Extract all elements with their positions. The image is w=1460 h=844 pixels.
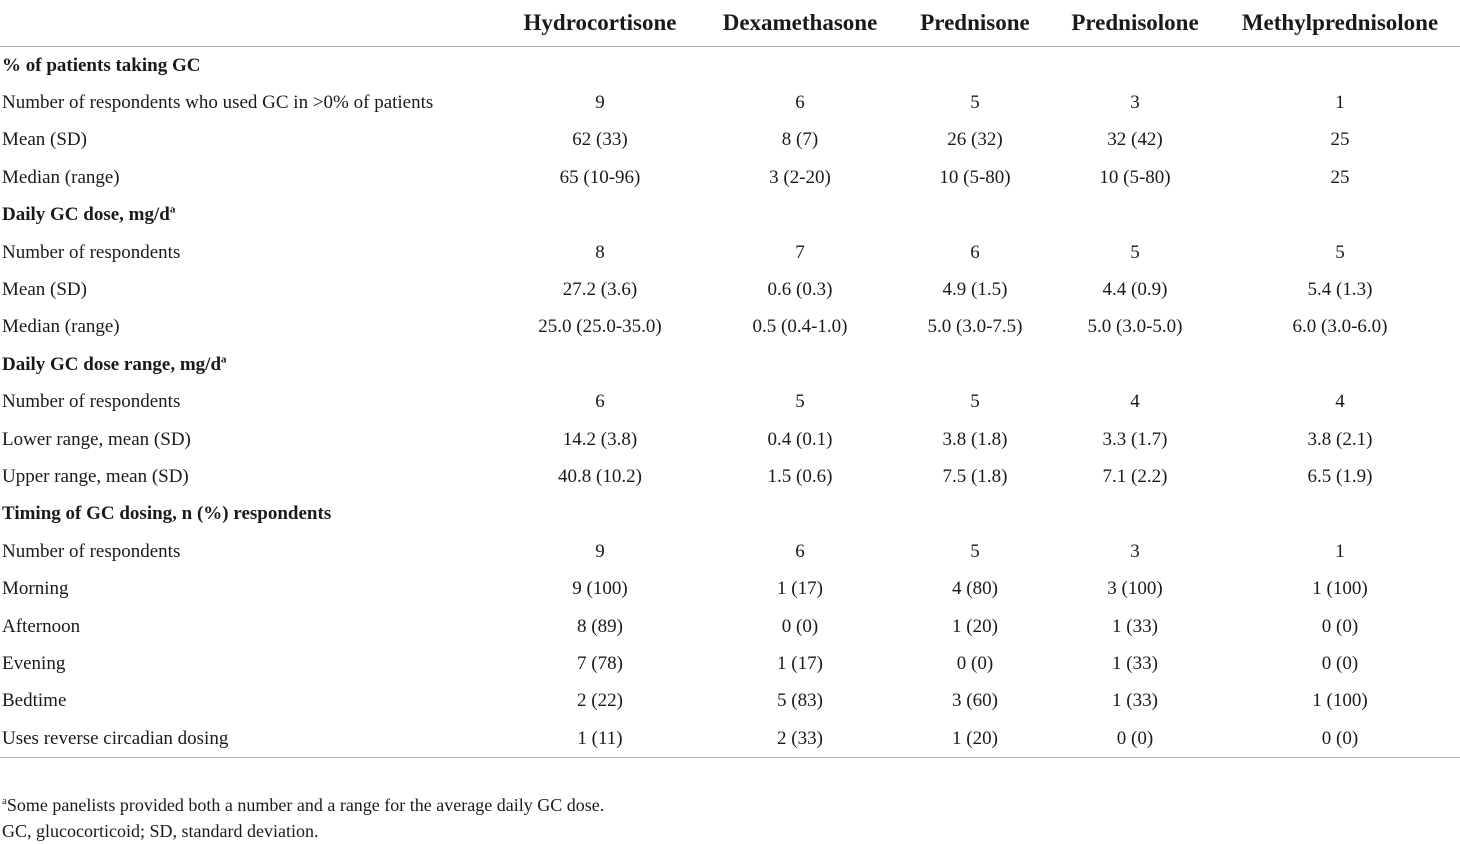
table-cell: 0 (0) [1050, 720, 1220, 758]
table-cell: 3.3 (1.7) [1102, 428, 1168, 450]
table-cell: 6 [795, 540, 805, 562]
table-cell: 1 (100) [1312, 578, 1368, 600]
table-row [0, 421, 1460, 458]
row-label: Median (range) [2, 166, 120, 188]
row-label: Median (range) [2, 316, 120, 338]
table-cell: 9 (100) [572, 578, 628, 600]
table-cell: 4.9 (1.5) [942, 279, 1008, 301]
table-cell: 3.8 (1.8) [942, 428, 1008, 450]
table-cell: 4 [1335, 391, 1345, 413]
table-cell: 26 (32) [947, 129, 1003, 151]
table-cell: 3 [1130, 92, 1140, 114]
table-cell: 0.4 (0.1) [767, 428, 833, 450]
table-cell: 65 (10-96) [559, 166, 641, 188]
table-cell: 4 [1130, 391, 1140, 413]
table-cell: 5 [1130, 241, 1140, 263]
row-label: Uses reverse circadian dosing [0, 720, 500, 758]
table-row [0, 683, 1460, 720]
table-body [0, 47, 1460, 758]
table-cell: 6 [595, 391, 605, 413]
table-cell: 1 [1335, 540, 1345, 562]
table-cell: 1 (20) [900, 720, 1050, 758]
table-cell: 1 [1335, 92, 1345, 114]
table-row [0, 84, 1460, 121]
section-title [0, 47, 1460, 85]
section-title [0, 346, 1460, 383]
section-title-text: Timing of GC dosing, n (%) respondents [2, 503, 332, 525]
table-cell: 7.1 (2.2) [1102, 465, 1168, 487]
table-cell: 8 (7) [781, 129, 819, 151]
table-row [0, 720, 1460, 758]
table-cell: 5 [970, 391, 980, 413]
row-label: Upper range, mean (SD) [2, 465, 189, 487]
section-header-row [0, 197, 1460, 234]
table-cell: 1 (33) [1112, 615, 1158, 637]
table-cell: 5 (83) [777, 690, 823, 712]
table-cell: 3 [1130, 540, 1140, 562]
table-row [0, 122, 1460, 159]
table-cell: 27.2 (3.6) [562, 279, 638, 301]
table-cell: 25 [1330, 129, 1350, 151]
table-cell: 3.8 (2.1) [1307, 428, 1373, 450]
table-cell: 7.5 (1.8) [942, 465, 1008, 487]
section-header-row [0, 496, 1460, 533]
table-cell: 1 (11) [500, 720, 700, 758]
table-cell: 0.6 (0.3) [767, 279, 833, 301]
table-cell: 10 (5-80) [939, 166, 1011, 188]
table-row [0, 384, 1460, 421]
table-cell: 1 (17) [777, 578, 823, 600]
row-label: Mean (SD) [2, 279, 87, 301]
table-cell: 10 (5-80) [1099, 166, 1171, 188]
section-title-text: % of patients taking GC [2, 54, 201, 76]
section-title [0, 496, 1460, 533]
table-cell: 5.0 (3.0-7.5) [927, 316, 1023, 338]
table-cell: 0 (0) [956, 652, 994, 674]
table-cell: 1 (33) [1112, 652, 1158, 674]
table-cell: 5.4 (1.3) [1307, 279, 1373, 301]
table-row [0, 533, 1460, 570]
section-title [0, 197, 1460, 234]
table-cell: 5 [970, 92, 980, 114]
footnote-marker: a [221, 353, 227, 366]
table-cell: 5 [970, 540, 980, 562]
table-cell: 4.4 (0.9) [1102, 279, 1168, 301]
table-cell: 0.5 (0.4-1.0) [752, 316, 848, 338]
table-row [0, 570, 1460, 607]
footnote-a-text: Some panelists provided both a number and a range for the average daily GC dose. [6, 795, 605, 815]
column-header-methylprednisolone: Methylprednisolone [1220, 0, 1460, 47]
column-header-prednisone: Prednisone [900, 0, 1050, 47]
table-cell: 7 (78) [577, 652, 623, 674]
table-cell: 8 (89) [577, 615, 623, 637]
table-cell: 14.2 (3.8) [562, 428, 638, 450]
row-label: Afternoon [2, 615, 81, 637]
table-footnotes [2, 792, 604, 844]
table-cell: 0 (0) [1220, 720, 1460, 758]
table-cell: 6.5 (1.9) [1307, 465, 1373, 487]
section-title-text: Daily GC dose, mg/d [2, 204, 170, 226]
table-cell: 62 (33) [572, 129, 628, 151]
table-cell: 0 (0) [1321, 652, 1359, 674]
section-title-text: Daily GC dose range, mg/d [2, 353, 222, 375]
table-cell: 1.5 (0.6) [767, 465, 833, 487]
section-header-row [0, 47, 1460, 85]
table-cell: 0 (0) [781, 615, 819, 637]
table-cell: 40.8 (10.2) [558, 465, 642, 487]
table-header-row [0, 0, 1460, 47]
table-row [0, 608, 1460, 645]
table-row [0, 645, 1460, 682]
table-cell: 3 (100) [1107, 578, 1163, 600]
table-cell: 7 [795, 241, 805, 263]
footnote-marker: a [169, 203, 176, 216]
column-header-prednisolone: Prednisolone [1050, 0, 1220, 47]
table-cell: 25.0 (25.0-35.0) [538, 316, 662, 338]
table-cell: 8 [595, 241, 605, 263]
table-cell: 6 [970, 241, 980, 263]
row-label: Number of respondents [2, 540, 181, 562]
section-header-row [0, 346, 1460, 383]
table-cell: 4 (80) [952, 578, 998, 600]
table-cell: 25 [1330, 166, 1350, 188]
table-cell: 2 (22) [577, 690, 623, 712]
table-cell: 9 [595, 92, 605, 114]
row-label: Lower range, mean (SD) [2, 428, 191, 450]
footnote-a-marker: a [2, 795, 7, 807]
row-label: Morning [2, 578, 69, 600]
table-row [0, 234, 1460, 271]
row-label: Mean (SD) [2, 129, 87, 151]
row-label: Number of respondents [2, 391, 181, 413]
row-label: Number of respondents who used GC in >0% of patients [2, 92, 434, 114]
table-cell: 1 (17) [777, 652, 823, 674]
table-cell: 0 (0) [1321, 615, 1359, 637]
table-cell: 5.0 (3.0-5.0) [1087, 316, 1183, 338]
table-cell: 6.0 (3.0-6.0) [1292, 316, 1388, 338]
row-label: Bedtime [2, 690, 67, 712]
table-cell: 1 (33) [1112, 690, 1158, 712]
table-row [0, 309, 1460, 346]
table-cell: 32 (42) [1107, 129, 1163, 151]
table-cell: 5 [795, 391, 805, 413]
table-cell: 3 (60) [952, 690, 998, 712]
table-row [0, 271, 1460, 308]
table-cell: 5 [1335, 241, 1345, 263]
column-header-label [0, 0, 500, 47]
column-header-dexamethasone: Dexamethasone [700, 0, 900, 47]
row-label: Evening [2, 652, 66, 674]
column-header-hydrocortisone: Hydrocortisone [500, 0, 700, 47]
table-cell: 6 [795, 92, 805, 114]
table-cell: 3 (2-20) [769, 166, 831, 188]
table-cell: 1 (20) [952, 615, 998, 637]
table-row [0, 159, 1460, 196]
table-cell: 1 (100) [1312, 690, 1368, 712]
table-cell: 9 [595, 540, 605, 562]
footnote-a [2, 792, 604, 818]
table-cell: 2 (33) [700, 720, 900, 758]
row-label: Number of respondents [2, 241, 181, 263]
footnote-abbreviations: GC, glucocorticoid; SD, standard deviation. [2, 821, 319, 841]
table-row [0, 458, 1460, 495]
